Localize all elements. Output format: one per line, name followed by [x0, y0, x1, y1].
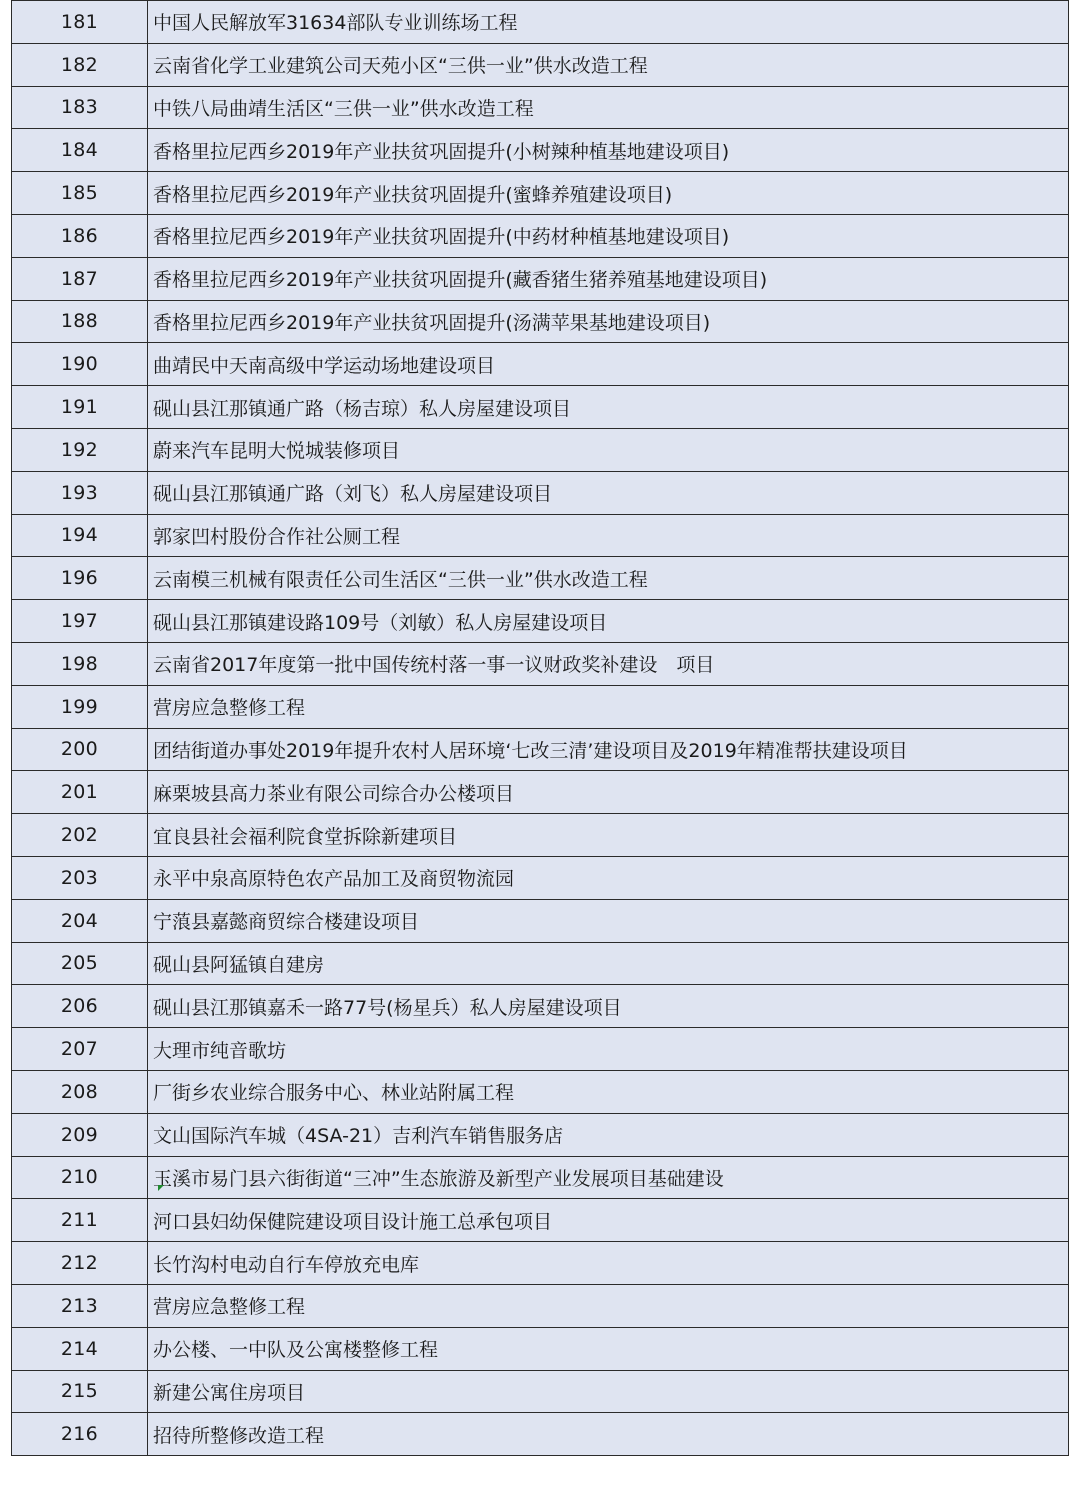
table-row: [12, 942, 1069, 985]
project-name-cell: 河口县妇幼保健院建设项目设计施工总承包项目: [148, 1199, 1069, 1242]
project-name-cell: 玉溪市易门县六街街道“三冲”生态旅游及新型产业发展项目基础建设: [148, 1156, 1069, 1199]
table-row: [12, 43, 1069, 86]
project-name-cell: 砚山县江那镇通广路（刘飞）私人房屋建设项目: [148, 471, 1069, 514]
project-name-cell: 营房应急整修工程: [148, 1284, 1069, 1327]
project-name-cell: 香格里拉尼西乡2019年产业扶贫巩固提升(汤满苹果基地建设项目): [148, 300, 1069, 343]
project-name-cell: 团结街道办事处2019年提升农村人居环境‘七改三清’建设项目及2019年精准帮扶建设项目: [148, 728, 1069, 771]
project-name-cell: 麻栗坡县高力茶业有限公司综合办公楼项目: [148, 771, 1069, 814]
table-row: [12, 514, 1069, 557]
table-row: [12, 129, 1069, 172]
project-name-cell: 云南省2017年度第一批中国传统村落一事一议财政奖补建设 项目: [148, 642, 1069, 685]
project-name-cell: 香格里拉尼西乡2019年产业扶贫巩固提升(小树辣种植基地建设项目): [148, 129, 1069, 172]
project-name-cell: 营房应急整修工程: [148, 685, 1069, 728]
row-number-cell: 214: [12, 1327, 148, 1370]
row-number-cell: 212: [12, 1242, 148, 1285]
row-number-cell: 184: [12, 129, 148, 172]
row-number-cell: 198: [12, 642, 148, 685]
row-number-cell: 183: [12, 86, 148, 129]
table-row: [12, 1370, 1069, 1413]
table-row: [12, 428, 1069, 471]
row-number-cell: 203: [12, 856, 148, 899]
row-number-cell: 197: [12, 600, 148, 643]
project-name-cell: 文山国际汽车城（4SA-21）吉利汽车销售服务店: [148, 1113, 1069, 1156]
table-row: [12, 899, 1069, 942]
row-number-cell: 202: [12, 814, 148, 857]
row-number-cell: 196: [12, 557, 148, 600]
row-number-cell: 209: [12, 1113, 148, 1156]
table-row: [12, 557, 1069, 600]
row-number-cell: 215: [12, 1370, 148, 1413]
table-row: [12, 300, 1069, 343]
cell-comment-marker: [158, 1185, 164, 1191]
project-name-cell: 招待所整修改造工程: [148, 1413, 1069, 1456]
table-row: [12, 1070, 1069, 1113]
row-number-cell: 199: [12, 685, 148, 728]
table-row: [12, 214, 1069, 257]
row-number-cell: 187: [12, 257, 148, 300]
table-body: [12, 1, 1069, 1456]
table-row: [12, 1, 1069, 44]
project-name-cell: 郭家凹村股份合作社公厕工程: [148, 514, 1069, 557]
table-row: [12, 600, 1069, 643]
row-number-cell: 192: [12, 428, 148, 471]
table-row: [12, 1113, 1069, 1156]
project-name-cell: 砚山县阿猛镇自建房: [148, 942, 1069, 985]
table-row: [12, 814, 1069, 857]
row-number-cell: 216: [12, 1413, 148, 1456]
row-number-cell: 190: [12, 343, 148, 386]
project-list-table: [11, 0, 1068, 1492]
project-name-cell: 香格里拉尼西乡2019年产业扶贫巩固提升(藏香猪生猪养殖基地建设项目): [148, 257, 1069, 300]
project-name-cell: 中国人民解放军31634部队专业训练场工程: [148, 1, 1069, 44]
project-name-cell: 砚山县江那镇嘉禾一路77号(杨星兵）私人房屋建设项目: [148, 985, 1069, 1028]
row-number-cell: 185: [12, 172, 148, 215]
project-name-cell: 大理市纯音歌坊: [148, 1028, 1069, 1071]
project-name-cell: 永平中泉高原特色农产品加工及商贸物流园: [148, 856, 1069, 899]
project-name-cell: 砚山县江那镇通广路（杨吉琼）私人房屋建设项目: [148, 386, 1069, 429]
project-name-cell: 厂街乡农业综合服务中心、林业站附属工程: [148, 1070, 1069, 1113]
project-name-cell: 香格里拉尼西乡2019年产业扶贫巩固提升(蜜蜂养殖建设项目): [148, 172, 1069, 215]
table-row: [12, 343, 1069, 386]
row-number-cell: 186: [12, 214, 148, 257]
project-name-cell: 曲靖民中天南高级中学运动场地建设项目: [148, 343, 1069, 386]
table-row: [12, 86, 1069, 129]
project-name-cell: 中铁八局曲靖生活区“三供一业”供水改造工程: [148, 86, 1069, 129]
project-name-cell: 蔚来汽车昆明大悦城装修项目: [148, 428, 1069, 471]
project-name-cell: 长竹沟村电动自行车停放充电库: [148, 1242, 1069, 1285]
table-row: [12, 257, 1069, 300]
project-name-cell: 云南模三机械有限责任公司生活区“三供一业”供水改造工程: [148, 557, 1069, 600]
row-number-cell: 193: [12, 471, 148, 514]
row-number-cell: 205: [12, 942, 148, 985]
table-row: [12, 985, 1069, 1028]
table-row: [12, 771, 1069, 814]
row-number-cell: 194: [12, 514, 148, 557]
table-row: [12, 471, 1069, 514]
row-number-cell: 208: [12, 1070, 148, 1113]
table-row: [12, 642, 1069, 685]
table-row: [12, 1327, 1069, 1370]
row-number-cell: 207: [12, 1028, 148, 1071]
table-row: [12, 172, 1069, 215]
project-name-cell: 宁蒗县嘉懿商贸综合楼建设项目: [148, 899, 1069, 942]
table-row: [12, 386, 1069, 429]
table-row: [12, 1199, 1069, 1242]
row-number-cell: 204: [12, 899, 148, 942]
project-name-cell: 香格里拉尼西乡2019年产业扶贫巩固提升(中药材种植基地建设项目): [148, 214, 1069, 257]
table-row: [12, 728, 1069, 771]
project-name-cell: 砚山县江那镇建设路109号（刘敏）私人房屋建设项目: [148, 600, 1069, 643]
project-name-cell: 云南省化学工业建筑公司天苑小区“三供一业”供水改造工程: [148, 43, 1069, 86]
table-row: [12, 685, 1069, 728]
row-number-cell: 182: [12, 43, 148, 86]
row-number-cell: 181: [12, 1, 148, 44]
project-name-cell: 办公楼、一中队及公寓楼整修工程: [148, 1327, 1069, 1370]
row-number-cell: 206: [12, 985, 148, 1028]
row-number-cell: 211: [12, 1199, 148, 1242]
row-number-cell: 188: [12, 300, 148, 343]
table-row: [12, 1284, 1069, 1327]
project-name-cell: 宜良县社会福利院食堂拆除新建项目: [148, 814, 1069, 857]
row-number-cell: 191: [12, 386, 148, 429]
table-row: [12, 1242, 1069, 1285]
table-grid: [11, 0, 1069, 1456]
row-number-cell: 210: [12, 1156, 148, 1199]
project-name-cell: 新建公寓住房项目: [148, 1370, 1069, 1413]
row-number-cell: 201: [12, 771, 148, 814]
row-number-cell: 200: [12, 728, 148, 771]
table-row: [12, 1028, 1069, 1071]
table-row: [12, 1413, 1069, 1456]
table-row: [12, 1156, 1069, 1199]
table-row: [12, 856, 1069, 899]
row-number-cell: 213: [12, 1284, 148, 1327]
